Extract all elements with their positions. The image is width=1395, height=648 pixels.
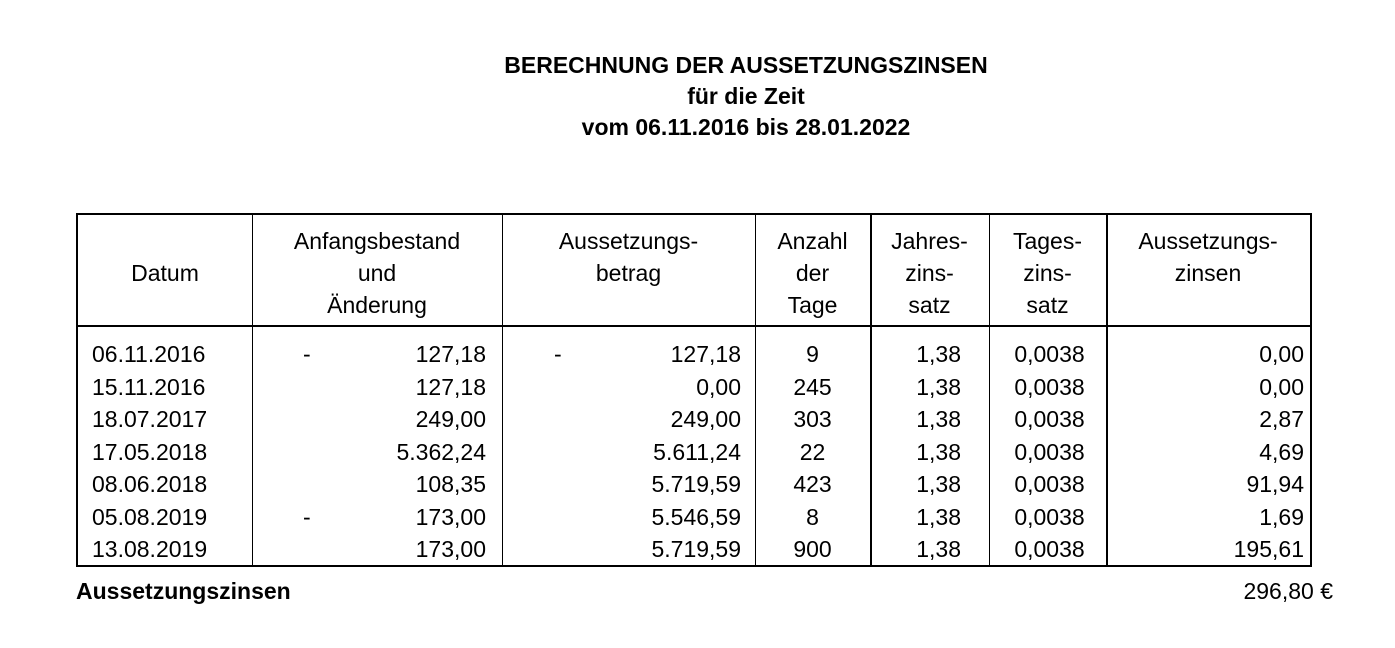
cell-anfangsbestand: 173,00: [415, 503, 486, 530]
cell-datum: 06.11.2016: [92, 341, 206, 367]
cell-tageszinssatz: 0,0038: [1014, 438, 1085, 465]
cell-tage: 9: [806, 341, 819, 367]
cell-jahreszinssatz: 1,38: [916, 406, 961, 432]
cell-aussetzungszinsen: 0,00: [1259, 341, 1304, 367]
cell-datum: 15.11.2016: [92, 373, 206, 400]
table-row: [78, 338, 1310, 371]
cell-jahreszinssatz: 1,38: [916, 503, 961, 530]
cell-anfangsbestand: 5.362,24: [396, 438, 486, 465]
header-anfangsbestand: Anfangsbestand und Änderung: [293, 228, 461, 318]
cell-datum: 08.06.2018: [92, 471, 208, 497]
header-aussetzungszinsen: Aussetzungs- zinsen: [1138, 228, 1278, 286]
cell-aussetzungszinsen: 1,69: [1259, 503, 1304, 530]
cell-tageszinssatz: 0,0038: [1014, 471, 1085, 497]
sign-minus: -: [303, 341, 311, 367]
cell-anfangsbestand: 249,00: [415, 406, 486, 432]
cell-jahreszinssatz: 1,38: [916, 471, 961, 497]
cell-jahreszinssatz: 1,38: [916, 373, 961, 400]
sign-minus: -: [303, 503, 311, 530]
cell-aussetzungsbetrag: 5.546,59: [651, 503, 741, 530]
cell-tageszinssatz: 0,0038: [1014, 503, 1085, 530]
cell-tageszinssatz: 0,0038: [1014, 406, 1085, 432]
cell-tage: 245: [793, 373, 832, 400]
header-datum: Datum: [131, 260, 199, 286]
title-line-3: vom 06.11.2016 bis 28.01.2022: [581, 114, 911, 140]
cell-tageszinssatz: 0,0038: [1014, 373, 1085, 400]
header-jahreszinssatz: Jahres- zins- satz: [891, 228, 968, 318]
cell-aussetzungsbetrag: 249,00: [670, 406, 741, 432]
cell-aussetzungszinsen: 0,00: [1259, 373, 1304, 400]
table-row: [78, 403, 1310, 436]
table-body: [78, 338, 1310, 566]
header-divider: [78, 325, 1310, 327]
cell-tage: 22: [799, 438, 826, 465]
total-value: 296,80 €: [1243, 578, 1333, 604]
cell-tageszinssatz: 0,0038: [1014, 341, 1085, 367]
document-title: [0, 50, 1395, 143]
cell-tageszinssatz: 0,0038: [1014, 536, 1085, 562]
cell-jahreszinssatz: 1,38: [916, 341, 961, 367]
table-row: [78, 501, 1310, 534]
cell-aussetzungsbetrag: 5.719,59: [651, 471, 741, 497]
table-row: [78, 371, 1310, 404]
cell-aussetzungsbetrag: 5.611,24: [653, 438, 741, 465]
cell-aussetzungszinsen: 4,69: [1259, 438, 1304, 465]
cell-anfangsbestand: 127,18: [415, 373, 486, 400]
cell-tage: 423: [793, 471, 832, 497]
cell-jahreszinssatz: 1,38: [916, 438, 961, 465]
header-aussetzungsbetrag: Aussetzungs- betrag: [558, 228, 699, 286]
header-anzahl-tage: Anzahl der Tage: [777, 228, 848, 318]
cell-datum: 13.08.2019: [92, 536, 208, 562]
cell-tage: 900: [793, 536, 832, 562]
cell-aussetzungsbetrag: 5.719,59: [651, 536, 741, 562]
table-row: [78, 533, 1310, 566]
table-row: [78, 436, 1310, 469]
cell-aussetzungszinsen: 91,94: [1246, 471, 1304, 497]
header-tageszinssatz: Tages- zins- satz: [1012, 228, 1083, 318]
cell-anfangsbestand: 173,00: [415, 536, 486, 562]
cell-anfangsbestand: 108,35: [415, 471, 486, 497]
cell-aussetzungsbetrag: 127,18: [670, 341, 741, 367]
sign-minus: -: [554, 341, 562, 367]
cell-aussetzungszinsen: 2,87: [1259, 406, 1304, 432]
total-label: Aussetzungszinsen: [76, 578, 291, 604]
cell-datum: 18.07.2017: [92, 406, 208, 432]
cell-aussetzungsbetrag: 0,00: [696, 373, 741, 400]
table-row: [78, 468, 1310, 501]
interest-table: [76, 213, 1312, 567]
title-line-1: BERECHNUNG DER AUSSETZUNGSZINSEN: [504, 52, 988, 78]
cell-jahreszinssatz: 1,38: [916, 536, 961, 562]
cell-tage: 8: [806, 503, 819, 530]
cell-datum: 05.08.2019: [92, 503, 208, 530]
title-line-2: für die Zeit: [687, 83, 805, 109]
cell-tage: 303: [793, 406, 832, 432]
cell-datum: 17.05.2018: [92, 438, 208, 465]
cell-aussetzungszinsen: 195,61: [1233, 536, 1304, 562]
cell-anfangsbestand: 127,18: [415, 341, 486, 367]
